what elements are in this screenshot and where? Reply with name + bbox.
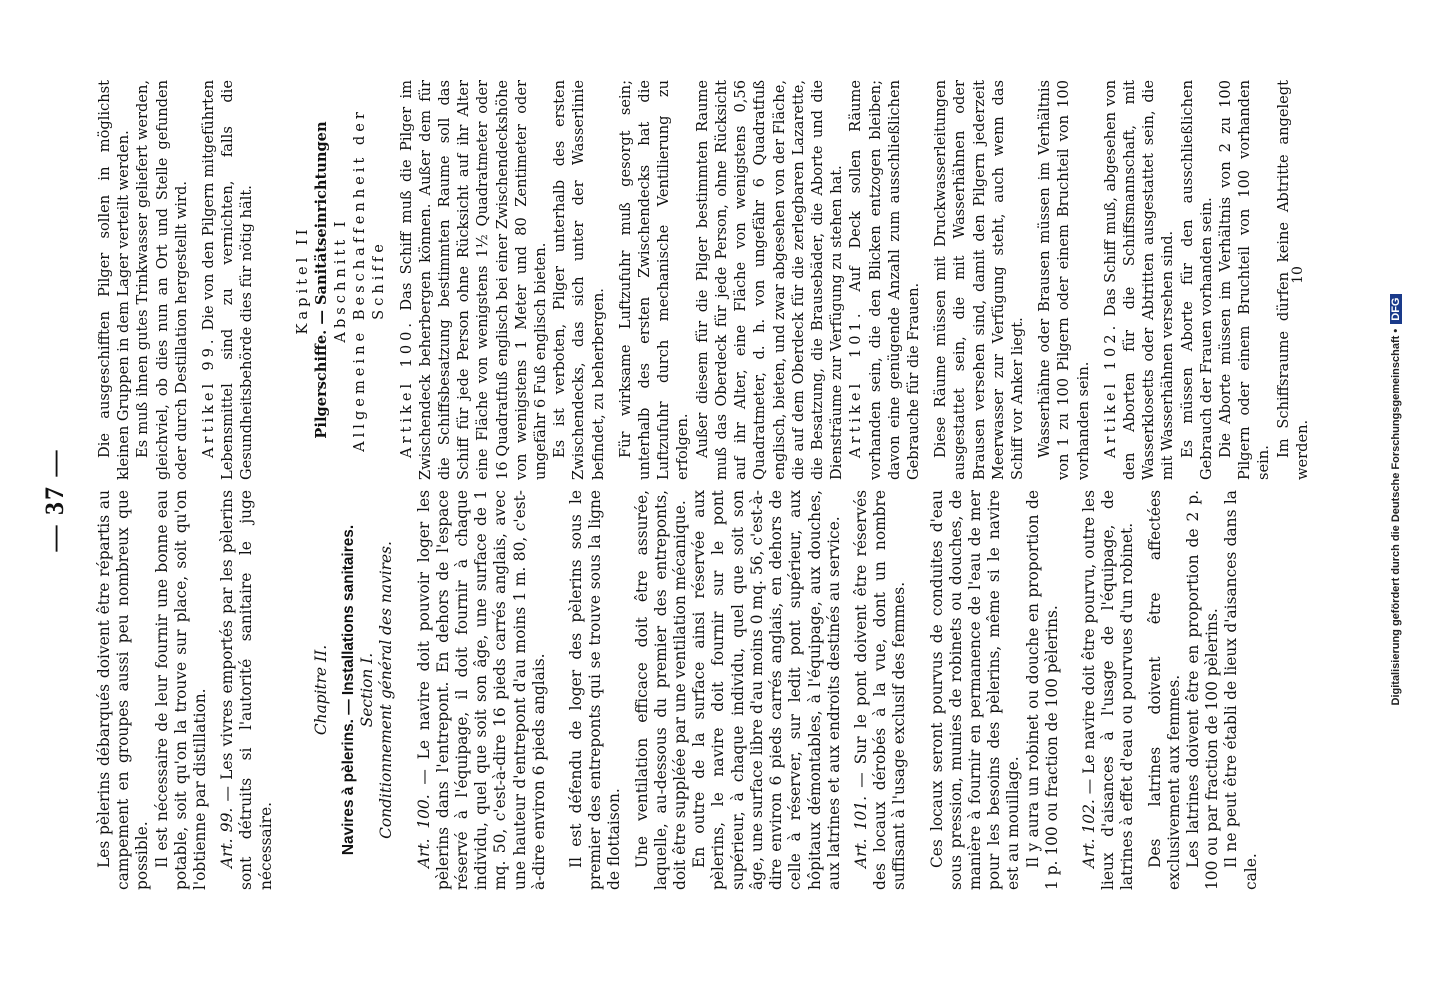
article-text: Auf Deck sollen Räume vorhanden sein, die den Blicken entzogen bleiben; davon eine genügende Anzahl zum ausschließlichen Gebrauche für die Frauen. [847,79,922,480]
article-text: — Sur le pont doivent être réservés des locaux dérobés à la vue, dont un nombre suffisant à l'usage exclusif des femmes. [851,490,909,890]
section-title: Allgemeine Beschaffenheit der Schiffe [351,108,388,452]
article-text: — Le navire doit être pourvu, outre les lieux d'aisances à l'usage de l'équipage, de latrines à effet d'eau ou pourvues d'un robinet. [1079,490,1137,890]
paragraph: Im Schiffsraume dürfen keine Abtritte angelegt werden. [1274,80,1311,480]
section-heading: Section I. [358,652,377,728]
paragraph: Die ausgeschifften Pilger sollen in möglichst kleinen Gruppen in dem Lager verteilt werden. [96,80,133,480]
paragraph: Es muß ihnen gutes Trinkwasser geliefert werden, gleichviel, ob dies nun an Ort und Stelle gefunden oder durch Destillation hergestellt wird. [134,80,190,480]
article-99 [218,490,276,890]
paragraph: Des latrines doivent être affectées exclusivement aux femmes. [1145,490,1183,890]
section-title: Conditionnement général des navires. [377,541,396,839]
dfg-logo: DFG [1390,295,1402,324]
paragraph: Il est nécessaire de leur fournir une bonne eau potable, soit qu'on la trouve sur place, soit qu'on l'obtienne par distillation. [152,490,210,890]
article-101 [852,490,910,890]
paragraph: Diese Räume müssen mit Druckwasserleitungen ausgestattet sein, die mit Wasserhähnen oder Brausen versehen sind, damit den Pilgern jederzeit Meerwasser zur Verfügung steht, auch wenn das Schiff vor Anker liegt. [932,80,1026,480]
article-text: Die von den Pilgern mitgeführten Lebensmittel sind zu vernichten, falls die Gesundheitsbehörde dies für nötig hält. [200,80,256,480]
paragraph: Une ventilation efficace doit être assurée, laquelle, au-dessous du premier des entreponts, doit être suppléée par une ventilation mécanique. [632,490,690,890]
article-text: — Les vivres emportés par les pèlerins sont détruits si l'autorité sanitaire le juge nécessaire. [218,490,275,890]
article-label: Art. 102. [1079,799,1098,868]
paragraph: Il y aura un robinet ou douche en proportion de 1 p. 100 ou fraction de 100 pèlerins. [1023,490,1061,890]
article-label: Artikel 101. [847,309,865,458]
paragraph: Für wirksame Luftzufuhr muß gesorgt sein; unterhalb des ersten Zwischendecks hat die Luftzufuhr durch mechanische Ventilierung zu erfolgen. [616,80,692,480]
digitization-note [1390,0,1420,1000]
paragraph: Ces locaux seront pourvus de conduites d'eau sous pression, munies de robinets ou douches, de manière à fournir en permanence de l'eau de mer pour les besoins des pèlerins, même si le navire est au mouillage. [927,490,1023,890]
article-text: Das Schiff muß die Pilger im Zwischendeck beherbergen können. Außer dem für die Schiffsbesatzung bestimmten Raume soll das Schiff für jede Person ohne Rücksicht auf ihr Alter eine Fläche von wenigstens 1½ Quadratmeter oder 16 Quadratfuß englisch bei einer Zwischendeckshöhe von wenigstens 1 Meter und 80 Zentimeter oder ungefähr 6 Fuß englisch bieten. [397,79,550,480]
article-101 [846,80,923,480]
chapter-title: Pilgerschiffe. — Sanitätseinrichtungen [312,121,330,439]
article-label: Art. 99. [218,807,237,868]
digitization-text: Digitalisierung gefördert durch die Deutsche Forschungsgemeinschaft • [1390,328,1402,706]
article-label: Art. 100. [414,794,433,868]
french-column [95,490,1261,890]
paragraph: Die Aborte müssen im Verhältnis von 2 zu 100 Pilgern oder einem Bruchteil von 100 vorhanden sein. [1216,80,1273,480]
german-column [95,80,1312,480]
paragraph: Il est défendu de loger des pèlerins sous le premier des entreponts qui se trouve sous la ligne de flottaison. [567,490,624,890]
article-text: Das Schiff muß, abgesehen von den Aborten für die Schiffsmannschaft, mit Wasserklosetts oder Abtritten ausgestattet sein, die mit Wasserhähnen versehen sind. [1101,80,1177,480]
article-label: Artikel 99. [200,335,218,458]
article-label: Artikel 102. [1101,321,1119,458]
article-102 [1101,80,1178,480]
chapter-heading: Chapitre II. [311,644,330,736]
paragraph: Les pèlerins débarqués doivent être répartis au campement en groupes aussi peu nombreux que possible. [95,490,152,890]
section-heading: Abschnitt I [332,217,350,343]
article-100 [415,490,549,890]
article-text: — Le navire doit pouvoir loger les pèlerins dans l'entrepont. En dehors de l'espace réservé à l'équipage, il doit fournir à chaque individu, quel que soit son âge, une surface de 1 mq. 50, c'est-à-dire 16 pieds carrés anglais, avec une hauteur d'entrepont d'au moins 1 m. 80, c'est-à-dire environ 6 pieds anglais. [414,490,548,890]
article-label: Artikel 100. [397,318,415,458]
paragraph: En outre de la surface ainsi réservée aux pèlerins, le navire doit fournir sur le pont supérieur, à chaque individu, quel que soit son âge, une surface libre d'au moins 0 mq. 56, c'est-à-dire environ 6 pieds carrés anglais, en dehors de celle à réserver, sur ledit pont supérieur, aux hôpitaux démontables, à l'équipage, aux douches, aux latrines et aux endroits destinés au service. [690,490,843,890]
paragraph: Außer diesem für die Pilger bestimmten Raume muß das Oberdeck für jede Person, ohne Rücksicht auf ihr Alter, eine Fläche von wenigstens 0,56 Quadratmeter, d. h. von ungefähr 6 Quadratfuß englisch, bieten, und zwar abgesehen von der Fläche, die auf dem Oberdeck für die zerlegbaren Lazarette, die Besatzung, die Brausebäder, die Aborte und die Diensträume zur Verfügung zu stehen hat. [693,80,846,480]
chapter-heading: Kapitel II [293,225,311,335]
chapter-title: Navires à pèlerins. — Installations sanitaires. [340,524,358,856]
article-label: Art. 101. [851,795,870,868]
article-99 [199,80,257,480]
page-number-header: — 37 — [40,448,69,552]
bottom-page-number: 10 [1290,266,1306,284]
paragraph: Wasserhähne oder Brausen müssen im Verhältnis von 1 zu 100 Pilgern oder einem Bruchteil von 100 vorhanden sein. [1036,80,1092,480]
article-100 [397,80,551,480]
paragraph: Les latrines doivent être en proportion de 2 p. 100 ou par fraction de 100 pèlerins. [1183,490,1222,890]
article-102 [1080,490,1138,890]
paragraph: Il ne peut être établi de lieux d'aisances dans la cale. [1222,490,1260,890]
paragraph: Es müssen Aborte für den ausschließlichen Gebrauch der Frauen vorhanden sein. [1178,80,1215,480]
paragraph: Es ist verboten, Pilger unterhalb des ersten Zwischendecks, das sich unter der Wasserlinie befindet, zu beherbergen. [551,80,607,480]
